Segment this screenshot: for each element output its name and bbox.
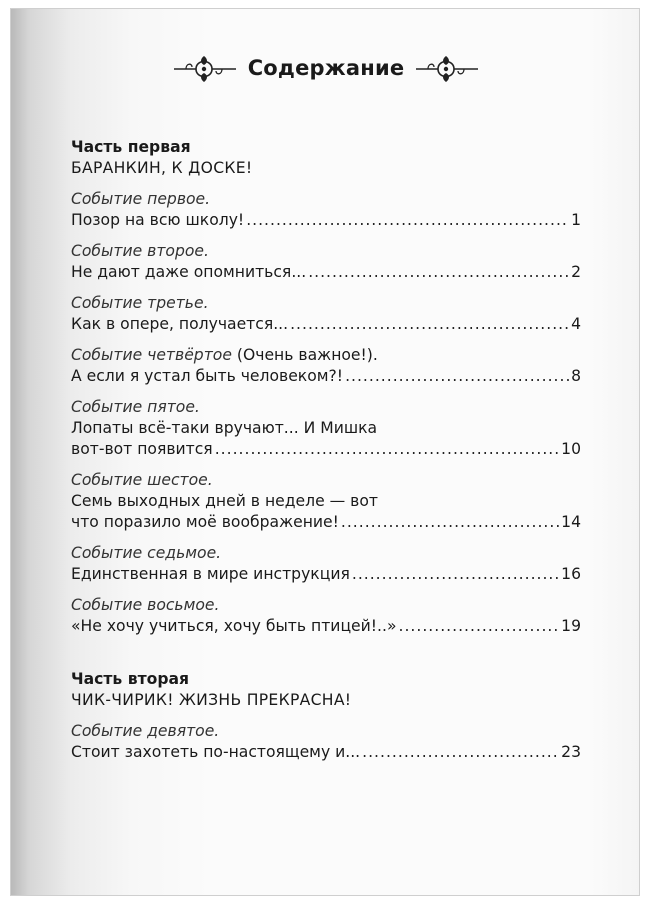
toc-entry[interactable] bbox=[71, 595, 581, 637]
entry-line bbox=[71, 314, 581, 335]
page-number: 4 bbox=[571, 315, 581, 333]
right-ornament-icon bbox=[414, 53, 480, 83]
toc-entry[interactable] bbox=[71, 241, 581, 283]
entry-line bbox=[71, 366, 581, 387]
dot-leader bbox=[290, 314, 569, 335]
event-label: Событие седьмое. bbox=[71, 544, 222, 562]
entry-line bbox=[71, 564, 581, 585]
entry-line bbox=[71, 742, 581, 763]
toc-entry[interactable] bbox=[71, 470, 581, 533]
toc-entry[interactable] bbox=[71, 345, 581, 387]
table-of-contents bbox=[71, 137, 581, 781]
dot-leader bbox=[345, 366, 569, 387]
page-number: 10 bbox=[561, 440, 581, 458]
toc-entry[interactable] bbox=[71, 721, 581, 763]
book-page bbox=[10, 8, 640, 896]
page-number: 19 bbox=[561, 617, 581, 635]
page-number: 8 bbox=[571, 367, 581, 385]
event-label: Событие восьмое. bbox=[71, 596, 220, 614]
entry-line bbox=[71, 616, 581, 637]
entry-title-line: Семь выходных дней в неделе — вот bbox=[71, 492, 378, 510]
contents-title: Содержание bbox=[247, 56, 405, 80]
entry-title: Позор на всю школу! bbox=[71, 211, 245, 229]
event-label: Событие третье. bbox=[71, 294, 209, 312]
page-number: 1 bbox=[571, 211, 581, 229]
dot-leader bbox=[215, 439, 559, 460]
dot-leader bbox=[352, 564, 559, 585]
toc-entry[interactable] bbox=[71, 293, 581, 335]
dot-leader bbox=[362, 742, 559, 763]
entry-line bbox=[71, 512, 581, 533]
entry-title: Единственная в мире инструкция bbox=[71, 565, 350, 583]
event-label bbox=[71, 345, 581, 366]
event-label: Событие шестое. bbox=[71, 471, 213, 489]
dot-leader bbox=[341, 512, 559, 533]
entry-title: «Не хочу учиться, хочу быть птицей!..» bbox=[71, 617, 397, 635]
left-ornament-icon bbox=[172, 53, 238, 83]
event-label: Событие второе. bbox=[71, 242, 209, 260]
toc-entry[interactable] bbox=[71, 397, 581, 460]
event-name: Событие четвёртое bbox=[71, 346, 232, 364]
dot-leader bbox=[246, 210, 569, 231]
entry-title: Как в опере, получается... bbox=[71, 315, 289, 333]
entry-line bbox=[71, 439, 581, 460]
dot-leader bbox=[399, 616, 560, 637]
entry-title: что поразило моё воображение! bbox=[71, 513, 339, 531]
event-label: Событие первое. bbox=[71, 190, 211, 208]
event-label: Событие пятое. bbox=[71, 398, 200, 416]
entry-line bbox=[71, 262, 581, 283]
part-first bbox=[71, 137, 581, 637]
dot-leader bbox=[308, 262, 569, 283]
page-number: 16 bbox=[561, 565, 581, 583]
part-label: Часть первая bbox=[71, 138, 191, 156]
toc-entry[interactable] bbox=[71, 189, 581, 231]
toc-entry[interactable] bbox=[71, 543, 581, 585]
entry-title: Не дают даже опомниться... bbox=[71, 263, 307, 281]
event-label: Событие девятое. bbox=[71, 722, 220, 740]
part-title: ЧИК-ЧИРИК! ЖИЗНЬ ПРЕКРАСНА! bbox=[71, 691, 352, 709]
event-note: (Очень важное!). bbox=[236, 346, 378, 364]
part-second bbox=[71, 669, 581, 763]
page-number: 23 bbox=[561, 743, 581, 761]
page-number: 14 bbox=[561, 513, 581, 531]
entry-title: вот-вот появится bbox=[71, 440, 213, 458]
contents-heading bbox=[11, 53, 641, 83]
page-number: 2 bbox=[571, 263, 581, 281]
entry-title: Стоит захотеть по-настоящему и... bbox=[71, 743, 361, 761]
part-title: БАРАНКИН, К ДОСКЕ! bbox=[71, 159, 253, 177]
part-label: Часть вторая bbox=[71, 670, 190, 688]
entry-title: А если я устал быть человеком?! bbox=[71, 367, 344, 385]
entry-title-line: Лопаты всё-таки вручают... И Мишка bbox=[71, 419, 378, 437]
entry-line bbox=[71, 210, 581, 231]
